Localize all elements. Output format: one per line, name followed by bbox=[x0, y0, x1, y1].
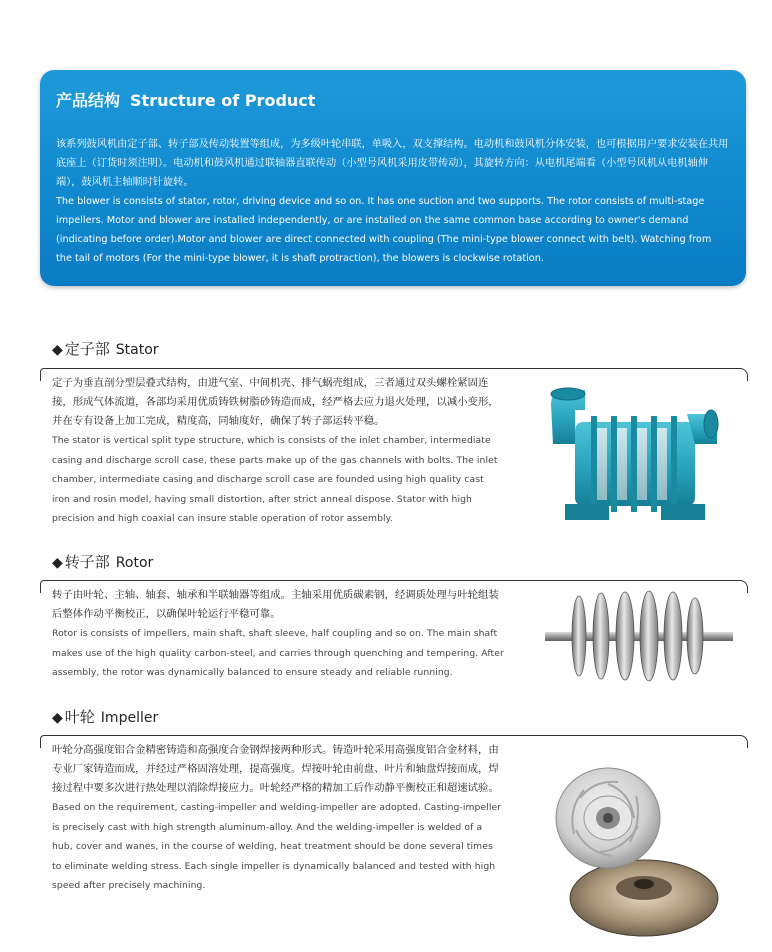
impeller-title-cn: 叶轮 bbox=[64, 708, 95, 726]
stator-text-en: The stator is vertical split type structure, which is consists of the inlet chamber, intermediate casing and discharge scroll case, these parts make up of the gas channels with bolts. The inlet chamber, intermediate casing and discharge scroll case are founded using high quality cast iron and rosin model, having small distortion, after strict anneal dispose. Stator with high precision and high coaxial can insure stable operation of rotor assembly. bbox=[52, 435, 498, 524]
banner-title bbox=[56, 88, 730, 111]
diamond-bullet-icon: ◆ bbox=[52, 342, 63, 358]
impeller-title-en: Impeller bbox=[100, 710, 159, 726]
impeller-text-en: Based on the requirement, casting-impeller and welding-impeller are adopted. Casting-impeller is precisely cast with high strength aluminum-alloy. And the welding-impeller is welded of a hub, cover and wanes, in the course of welding, heat treatment should be done several times to eliminate welding stress. Each single impeller is dynamically balanced and tested with high speed after precisely machining. bbox=[52, 802, 502, 891]
rotor-heading bbox=[52, 551, 153, 572]
stator-title-cn: 定子部 bbox=[64, 340, 110, 358]
impeller-heading bbox=[52, 706, 158, 727]
rotor-image bbox=[543, 588, 735, 686]
banner-title-en: Structure of Product bbox=[130, 91, 316, 110]
rotor-title-en: Rotor bbox=[115, 555, 154, 571]
stator-heading bbox=[52, 338, 159, 359]
stator-text-cn: 定子为垂直剖分型层叠式结构，由进气室、中间机壳、排气蜗壳组成，三者通过双头螺栓紧固连接，形成气体流道，各部均采用优质铸铁树脂砂铸造而成，经严格去应力退火处理，以减小变形，并在专有设备上加工完成，精度高，同轴度好，确保了转子部运转平稳。 bbox=[52, 377, 499, 427]
rotor-text-en: Rotor is consists of impellers, main shaft, shaft sleeve, half coupling and so on. The main shaft makes use of the high quality carbon-steel, and carries through quenching and tempering. After assembly, the rotor was dynamically balanced to ensure steady and reliable running. bbox=[52, 628, 504, 678]
impeller-text-cn: 叶轮分高强度铝合金精密铸造和高强度合金钢焊接两种形式。铸造叶轮采用高强度铝合金材料，由专业厂家铸造而成，并经过严格固溶处理，提高强度。焊接叶轮由前盘、叶片和轴盘焊接而成，焊接过程中要多次进行热处理以消除焊接应力。叶轮经严格的精加工后作动静平衡校正和超速试验。 bbox=[52, 744, 499, 794]
banner-text-en: The blower is consists of stator, rotor, driving device and so on. It has one suction and two supports. The rotor consists of multi-stage impellers. Motor and blower are installed independently, or are installed on the same common base according to owner's demand (indicating before order).Motor and blower are direct connected with coupling (The mini-type blower connect with belt). Watching from the tail of motors (For the mini-type blower, it is shaft protraction), the blowers is clockwise rotation. bbox=[56, 196, 712, 264]
stator-title-en: Stator bbox=[115, 342, 159, 358]
stator-image bbox=[545, 384, 723, 526]
rotor-title-cn: 转子部 bbox=[64, 553, 110, 571]
diamond-bullet-icon: ◆ bbox=[52, 710, 63, 726]
diamond-bullet-icon: ◆ bbox=[52, 555, 63, 571]
banner-title-cn: 产品结构 bbox=[56, 91, 121, 110]
impeller-image bbox=[552, 762, 722, 938]
impeller-text bbox=[52, 741, 504, 896]
banner-text-cn: 该系列鼓风机由定子部、转子部及传动装置等组成，为多级叶轮串联，单吸入，双支撑结构。电动机和鼓风机分体安装，也可根据用户要求安装在共用底座上（订货时须注明）。电动机和鼓风机通过联轴器直联传动（小型号风机采用皮带传动），其旋转方向：从电机尾端看（小型号风机从电机轴伸端），鼓风机主轴顺时针旋转。 bbox=[56, 139, 729, 188]
rotor-text-cn: 转子由叶轮、主轴、轴套、轴承和半联轴器等组成。主轴采用优质碳素钢，经调质处理与叶轮组装后整体作动平衡校正，以确保叶轮运行平稳可靠。 bbox=[52, 589, 499, 620]
stator-text bbox=[52, 374, 504, 529]
product-structure-banner bbox=[40, 70, 746, 286]
rotor-text bbox=[52, 586, 504, 683]
